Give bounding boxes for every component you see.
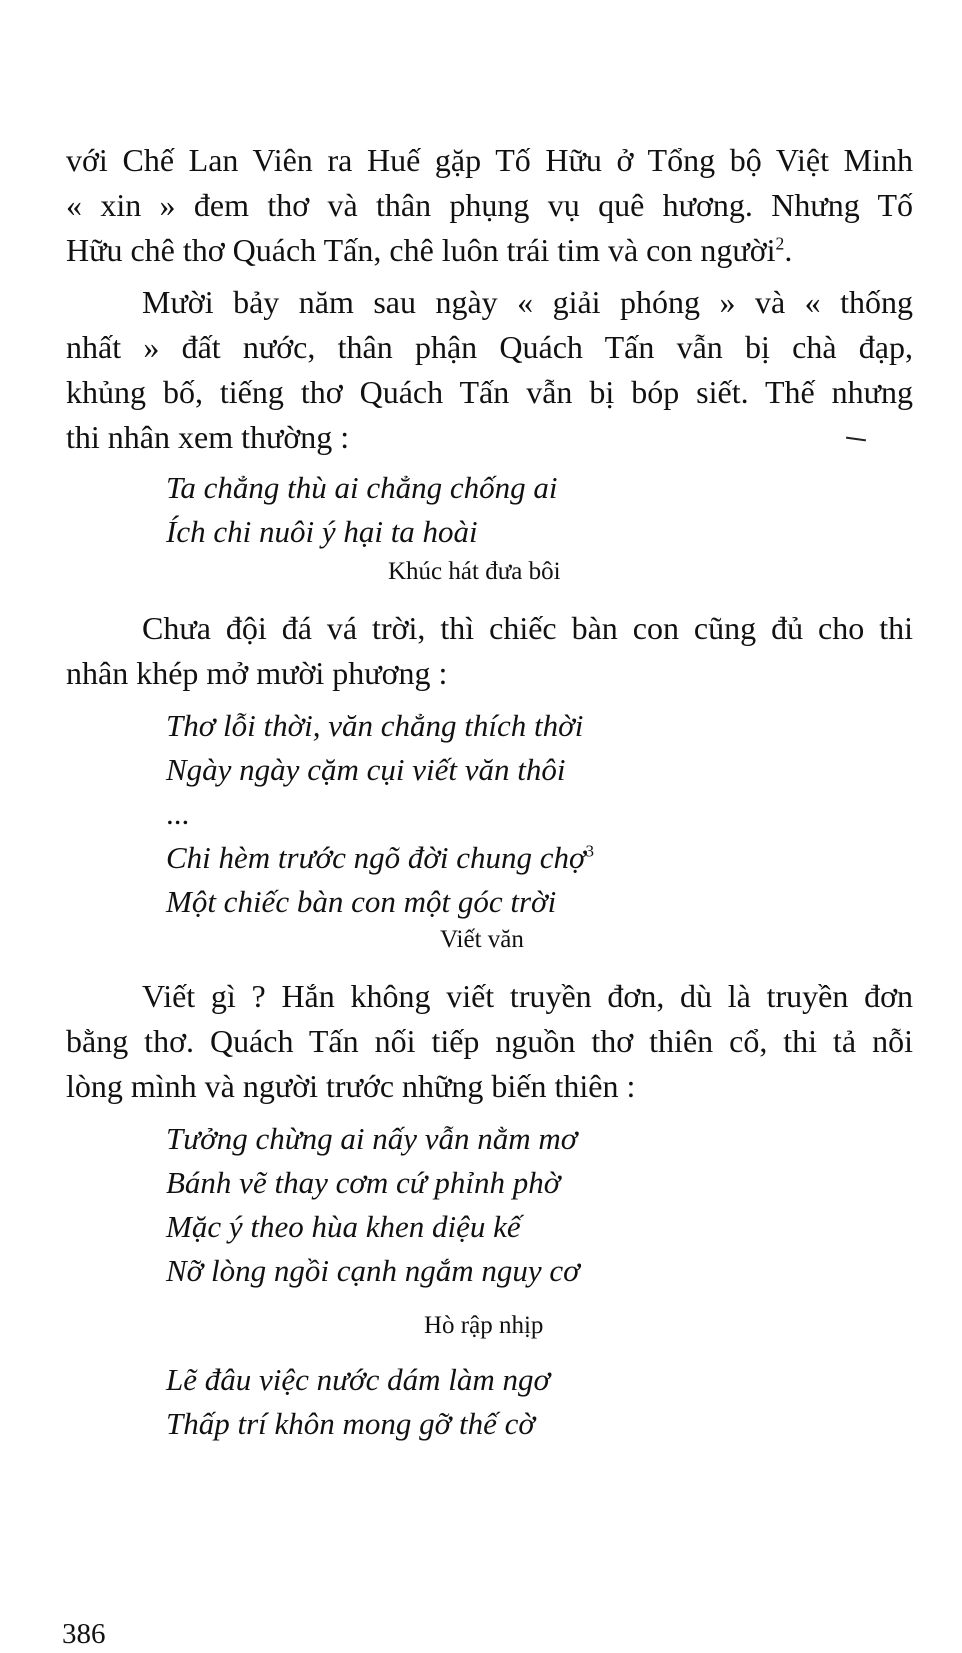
verse-line-text: Chi hèm trước ngõ đời chung chợ xyxy=(166,840,586,875)
verse-credit: Khúc hát đưa bôi xyxy=(388,558,561,585)
verse-line xyxy=(166,836,594,880)
paragraph-2 xyxy=(66,280,913,460)
verse-line: Thấp trí khôn mong gỡ thế cờ xyxy=(166,1406,535,1441)
paragraph-4 xyxy=(66,974,913,1109)
verse-ellipsis: ... xyxy=(166,796,190,831)
paragraph-line-text: Hữu chê thơ Quách Tấn, chê luôn trái tim và con người xyxy=(66,232,776,268)
footnote-marker: 3 xyxy=(585,841,595,861)
verse-1 xyxy=(166,466,558,554)
paragraph-1 xyxy=(66,138,913,273)
verse-3 xyxy=(166,1117,580,1293)
verse-line: Mặc ý theo hùa khen diệu kế xyxy=(166,1209,521,1244)
paragraph-line: khủng bố, tiếng thơ Quách Tấn vẫn bị bóp siết. Thế nhưng xyxy=(66,374,913,410)
verse-line: Ngày ngày cặm cụi viết văn thôi xyxy=(166,752,566,787)
paragraph-3 xyxy=(66,606,913,696)
page-number: 386 xyxy=(62,1618,106,1650)
verse-4 xyxy=(166,1358,550,1446)
verse-credit: Viết văn xyxy=(440,926,524,953)
paragraph-line: « xin » đem thơ và thân phụng vụ quê hương. Nhưng Tố xyxy=(66,187,913,223)
verse-line: Ích chi nuôi ý hại ta hoài xyxy=(166,514,478,549)
verse-line: Lẽ đâu việc nước dám làm ngơ xyxy=(166,1362,551,1397)
paragraph-line: với Chế Lan Viên ra Huế gặp Tố Hữu ở Tổng bộ Việt Minh xyxy=(66,142,913,178)
paragraph-line: bằng thơ. Quách Tấn nối tiếp nguồn thơ thiên cổ, thi tả nỗi xyxy=(66,1023,913,1059)
paragraph-line: Viết gì ? Hắn không viết truyền đơn, dù là truyền đơn xyxy=(142,978,913,1014)
paragraph-line: thi nhân xem thường : xyxy=(66,419,350,455)
paragraph-line: Mười bảy năm sau ngày « giải phóng » và « thống xyxy=(142,284,913,320)
paragraph-line: nhân khép mở mười phương : xyxy=(66,655,448,691)
paragraph-line: lòng mình và người trước những biến thiên : xyxy=(66,1068,636,1104)
paragraph-line: nhất » đất nước, thân phận Quách Tấn vẫn bị chà đạp, xyxy=(66,329,913,365)
verse-line: Tưởng chừng ai nấy vẫn nằm mơ xyxy=(166,1121,578,1156)
paragraph-line-end: . xyxy=(784,232,793,268)
verse-line: Ta chẳng thù ai chẳng chống ai xyxy=(166,470,558,505)
footnote-marker: 2 xyxy=(775,233,785,254)
paragraph-line xyxy=(66,228,913,273)
verse-line: Một chiếc bàn con một góc trời xyxy=(166,884,557,919)
verse-line: Thơ lỗi thời, văn chẳng thích thời xyxy=(166,708,584,743)
verse-2 xyxy=(166,704,594,924)
verse-credit: Hò rập nhịp xyxy=(424,1312,544,1339)
verse-line: Nỡ lòng ngồi cạnh ngắm nguy cơ xyxy=(166,1253,580,1288)
paragraph-line: Chưa đội đá vá trời, thì chiếc bàn con cũng đủ cho thi xyxy=(142,610,913,646)
verse-line: Bánh vẽ thay cơm cứ phỉnh phờ xyxy=(166,1165,561,1200)
